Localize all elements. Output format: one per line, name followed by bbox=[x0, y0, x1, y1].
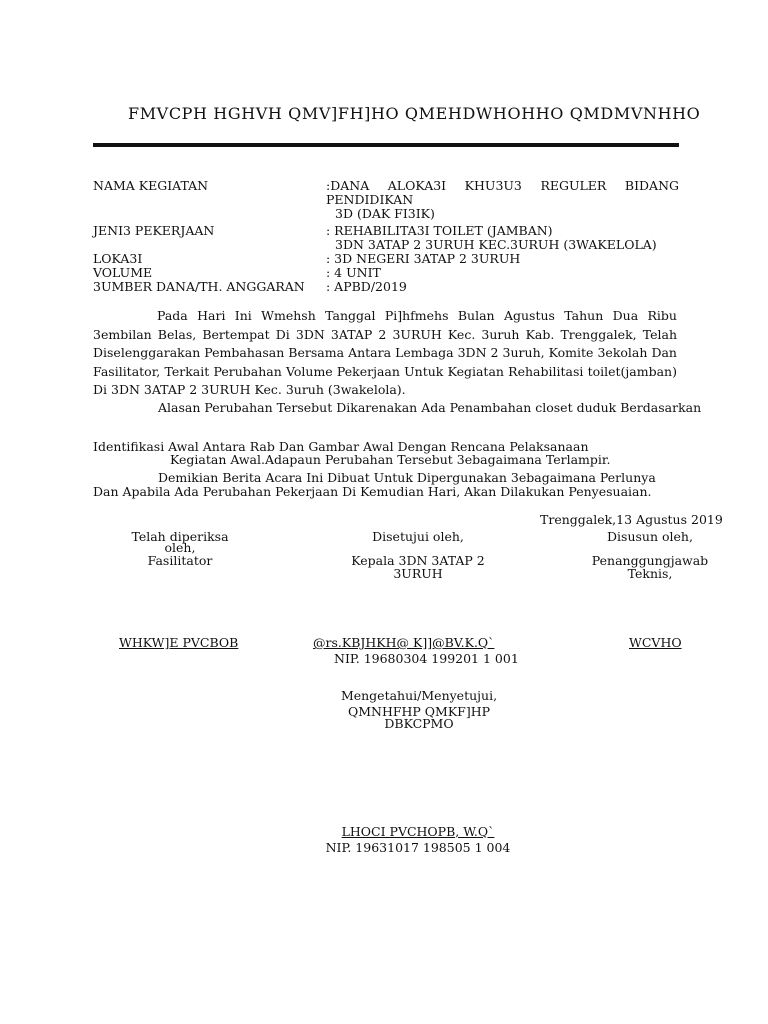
mid-sign-line-1: Disetujui oleh, bbox=[372, 529, 464, 544]
nama-kegiatan-label: NAMA KEGIATAN bbox=[93, 178, 209, 193]
body-paragraph-3-line-2: Kegiatan Awal.Adapaun Perubahan Tersebut 3ebagaimana Terlampir. bbox=[170, 452, 611, 467]
body-paragraph-2: Alasan Perubahan Tersebut Dikarenakan Ada Penambahan closet duduk Berdasarkan bbox=[158, 400, 702, 415]
body-paragraph-4-line-2: Dan Apabila Ada Perubahan Pekerjaan Di Kemudian Hari, Akan Dilakukan Penyesuaian. bbox=[93, 484, 652, 499]
mid-sign-line-2: Kepala 3DN 3ATAP 2 bbox=[351, 553, 485, 568]
nama-kegiatan-value-2: 3D (DAK FI3IK) bbox=[335, 206, 435, 221]
lokasi-label: LOKA3I bbox=[93, 251, 143, 266]
left-sign-line-1: Telah diperiksa bbox=[131, 529, 229, 544]
left-sign-line-2: oleh, bbox=[164, 540, 196, 555]
document-title: FMVCPH HGHVH QMV]FH]HO QMEHDWHOHHO QMDMVNHHO bbox=[128, 104, 701, 123]
fasilitator-name: WHKW]E PVCBOB bbox=[119, 635, 239, 650]
body-paragraph-1: Pada Hari Ini Wmehsh Tanggal Pi]hfmehs Bulan Agustus Tahun Dua Ribu 3embilan Belas, Bertempat Di 3DN 3ATAP 2 3URUH Kec. 3uruh Kab. Trenggalek, Telah Diselenggarakan Pembahasan Bersama Antara Lembaga 3DN 2 3uruh, Komite 3ekolah Dan Fasilitator, Terkait Perubahan Volume Pekerjaan Untuk Kegiatan Rehabilitasi toilet(jamban) Di 3DN 3ATAP 2 3URUH Kec. 3uruh (3wakelola). bbox=[93, 308, 677, 397]
jenis-pekerjaan-label: JENI3 PEKERJAAN bbox=[93, 223, 215, 238]
ack-line-3: DBKCPMO bbox=[384, 716, 454, 731]
kepala-sekolah-nip: NIP. 19680304 199201 1 001 bbox=[334, 651, 519, 666]
body-paragraph-3-line-1: Identifikasi Awal Antara Rab Dan Gambar Awal Dengan Rencana Pelaksanaan bbox=[93, 439, 589, 454]
ack-name: LHOCI PVCHOPB, W.Q` bbox=[341, 824, 495, 839]
body-paragraph-4-line-1: Demikian Berita Acara Ini Dibuat Untuk Dipergunakan 3ebagaimana Perlunya bbox=[158, 470, 656, 485]
ack-line-1: Mengetahui/Menyetujui, bbox=[340, 688, 498, 703]
jenis-pekerjaan-value: : REHABILITA3I TOILET (JAMBAN) bbox=[326, 223, 553, 238]
nama-kegiatan-value: :DANA ALOKA3I KHU3U3 REGULER BIDANG PENDIDIKAN bbox=[326, 178, 679, 207]
kepala-sekolah-name: @rs.KBJHKH@ K]]@BV.K.Q` bbox=[313, 635, 495, 650]
jenis-pekerjaan-value-2: 3DN 3ATAP 2 3URUH KEC.3URUH (3WAKELOLA) bbox=[335, 237, 657, 252]
title-divider bbox=[93, 143, 679, 147]
penanggungjawab-name: WCVHO bbox=[629, 635, 682, 650]
right-sign-line-1: Disusun oleh, bbox=[607, 529, 693, 544]
mid-sign-line-3: 3URUH bbox=[393, 566, 443, 581]
lokasi-value: : 3D NEGERI 3ATAP 2 3URUH bbox=[326, 251, 521, 266]
volume-value: : 4 UNIT bbox=[326, 265, 381, 280]
sumber-dana-value: : APBD/2019 bbox=[326, 279, 407, 294]
ack-nip: NIP. 19631017 198505 1 004 bbox=[325, 840, 511, 855]
right-sign-line-2: Penanggungjawab bbox=[591, 553, 709, 568]
sumber-dana-label: 3UMBER DANA/TH. ANGGARAN bbox=[93, 279, 305, 294]
place-date: Trenggalek,13 Agustus 2019 bbox=[540, 512, 723, 527]
left-sign-line-3: Fasilitator bbox=[147, 553, 213, 568]
volume-label: VOLUME bbox=[93, 265, 153, 280]
ack-line-2: QMNHFHP QMKF]HP bbox=[347, 704, 491, 719]
right-sign-line-3: Teknis, bbox=[627, 566, 673, 581]
